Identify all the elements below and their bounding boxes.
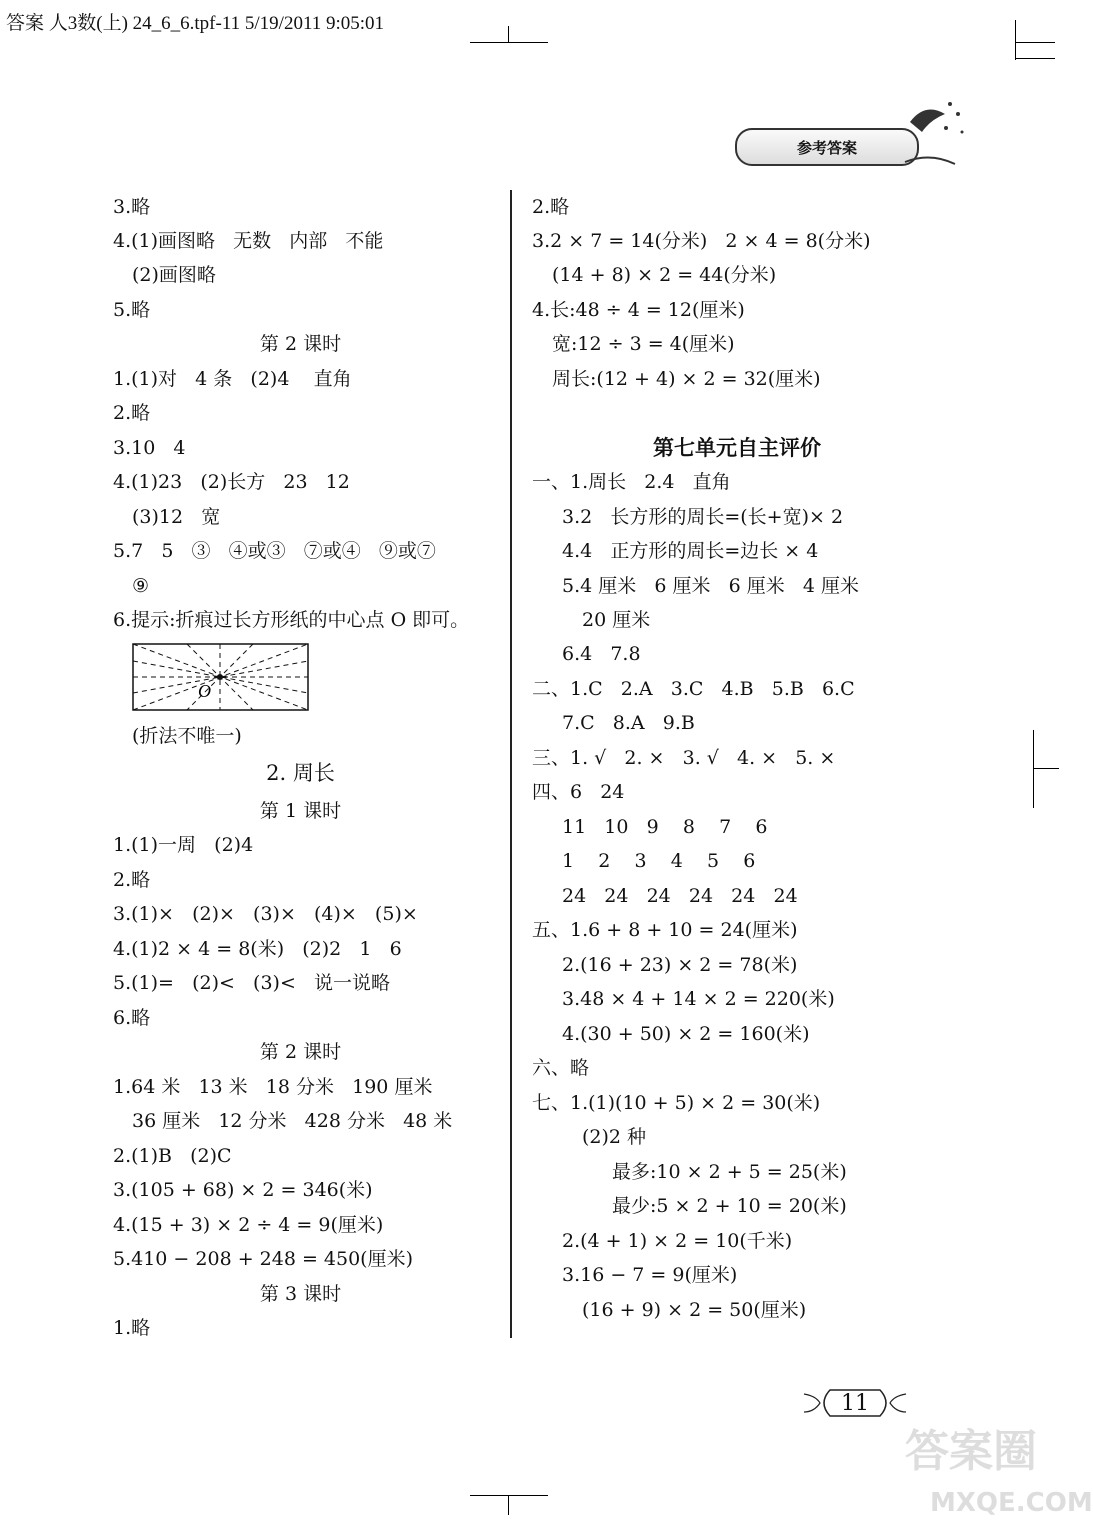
answer-line: 1.略 bbox=[113, 1317, 151, 1339]
center-point-label: O bbox=[198, 681, 211, 701]
crop-mark bbox=[1015, 20, 1016, 60]
answer-line: 36 厘米 12 分米 428 分米 48 米 bbox=[132, 1110, 453, 1132]
answer-line: 4.(1)23 (2)长方 23 12 bbox=[113, 471, 350, 493]
answer-line: (折法不唯一) bbox=[132, 725, 242, 747]
answer-line: 2.(4 + 1) × 2 = 10(千米) bbox=[562, 1230, 793, 1252]
page-number: 11 bbox=[841, 1391, 869, 1416]
answer-line: 3.(1)× (2)× (3)× (4)× (5)× bbox=[113, 903, 418, 925]
answer-line: 5.7 5 ③ ④或③ ⑦或④ ⑨或⑦ bbox=[113, 540, 436, 562]
answer-line: 5.略 bbox=[113, 299, 151, 321]
answer-line: (2)画图略 bbox=[132, 264, 216, 286]
answer-line: 6.略 bbox=[113, 1007, 151, 1029]
answer-line: 五、1.6 + 8 + 10 = 24(厘米) bbox=[532, 919, 798, 941]
crop-mark bbox=[1033, 768, 1059, 769]
answer-line: 24 24 24 24 24 24 bbox=[562, 885, 798, 907]
answer-line: 4.(1)2 × 4 = 8(米) (2)2 1 6 bbox=[113, 938, 402, 960]
answer-line: 一、1.周长 2.4 直角 bbox=[532, 471, 731, 493]
lesson-heading: 第 3 课时 bbox=[259, 1283, 342, 1305]
answer-line: 六、略 bbox=[532, 1057, 590, 1079]
answer-line: (2)2 种 bbox=[582, 1126, 647, 1148]
crop-mark bbox=[508, 26, 509, 42]
answer-line: 20 厘米 bbox=[582, 609, 651, 631]
answer-line: 最少:5 × 2 + 10 = 20(米) bbox=[612, 1195, 847, 1217]
lesson-heading: 第 2 课时 bbox=[259, 1041, 342, 1063]
answer-line: 二、1.C 2.A 3.C 4.B 5.B 6.C bbox=[532, 678, 855, 700]
crop-mark bbox=[508, 1495, 509, 1515]
answer-line: 3.48 × 4 + 14 × 2 = 220(米) bbox=[562, 988, 835, 1010]
answer-line: ⑨ bbox=[132, 575, 150, 597]
answer-line: 三、1. √ 2. × 3. √ 4. × 5. × bbox=[532, 747, 836, 769]
answer-line: 11 10 9 8 7 6 bbox=[562, 816, 768, 838]
answer-line: 6.4 7.8 bbox=[562, 643, 641, 665]
crop-mark bbox=[470, 1495, 548, 1496]
answer-line: 3.16 − 7 = 9(厘米) bbox=[562, 1264, 738, 1286]
badge-label: 参考答案 bbox=[796, 139, 857, 157]
answer-line: (3)12 宽 bbox=[132, 506, 221, 528]
answer-line: 四、6 24 bbox=[532, 781, 625, 803]
answer-line: 6.提示:折痕过长方形纸的中心点 O 即可。 bbox=[113, 609, 470, 631]
unit-title: 第七单元自主评价 bbox=[653, 436, 821, 460]
answer-line: 3.2 × 7 = 14(分米) 2 × 4 = 8(分米) bbox=[532, 230, 871, 252]
answer-line: 4.(15 + 3) × 2 ÷ 4 = 9(厘米) bbox=[113, 1214, 384, 1236]
answer-line: 周长:(12 + 4) × 2 = 32(厘米) bbox=[552, 368, 821, 390]
page-number-ornament bbox=[800, 1386, 910, 1420]
answer-line: 4.长:48 ÷ 4 = 12(厘米) bbox=[532, 299, 745, 321]
answer-line: 七、1.(1)(10 + 5) × 2 = 30(米) bbox=[532, 1092, 821, 1114]
answer-line: 5.4 厘米 6 厘米 6 厘米 4 厘米 bbox=[562, 575, 859, 597]
crop-mark bbox=[470, 42, 548, 43]
answer-line: (16 + 9) × 2 = 50(厘米) bbox=[582, 1299, 807, 1321]
answer-line: (14 + 8) × 2 = 44(分米) bbox=[552, 264, 777, 286]
answer-line: 3.10 4 bbox=[113, 437, 186, 459]
answer-line: 4.(30 + 50) × 2 = 160(米) bbox=[562, 1023, 810, 1045]
answer-line: 3.略 bbox=[113, 196, 151, 218]
answer-line: 2.(1)B (2)C bbox=[113, 1145, 232, 1167]
answer-line: 1 2 3 4 5 6 bbox=[562, 850, 756, 872]
badge-decoration-icon bbox=[900, 92, 970, 172]
answer-line: 2.略 bbox=[113, 869, 151, 891]
watermark-url: MXQE.COM bbox=[930, 1488, 1093, 1518]
answer-line: 1.(1)一周 (2)4 bbox=[113, 834, 254, 856]
watermark: 答案圈 bbox=[905, 1426, 1037, 1477]
answer-line: 2.略 bbox=[532, 196, 570, 218]
answer-line: 3.2 长方形的周长=(长+宽)× 2 bbox=[562, 506, 844, 528]
answer-line: 5.(1)= (2)< (3)< 说一说略 bbox=[113, 972, 390, 994]
answer-line: 1.64 米 13 米 18 分米 190 厘米 bbox=[113, 1076, 433, 1098]
crop-mark bbox=[1033, 730, 1034, 808]
fold-diagram bbox=[132, 643, 310, 711]
lesson-heading: 第 1 课时 bbox=[259, 800, 342, 822]
answer-line: 1.(1)对 4 条 (2)4 直角 bbox=[113, 368, 352, 390]
answer-line: 最多:10 × 2 + 5 = 25(米) bbox=[612, 1161, 847, 1183]
column-divider bbox=[510, 190, 512, 1338]
answer-line: 4.4 正方形的周长=边长 × 4 bbox=[562, 540, 819, 562]
answer-line: 7.C 8.A 9.B bbox=[562, 712, 695, 734]
print-header: 答案 人3数(上) 24_6_6.tpf-11 5/19/2011 9:05:01 bbox=[6, 13, 385, 34]
answer-line: 4.(1)画图略 无数 内部 不能 bbox=[113, 230, 384, 252]
answer-line: 宽:12 ÷ 3 = 4(厘米) bbox=[552, 333, 735, 355]
answer-line: 5.410 − 208 + 248 = 450(厘米) bbox=[113, 1248, 414, 1270]
answer-line: 2.(16 + 23) × 2 = 78(米) bbox=[562, 954, 798, 976]
answer-line: 3.(105 + 68) × 2 = 346(米) bbox=[113, 1179, 373, 1201]
answer-line: 2.略 bbox=[113, 402, 151, 424]
crop-mark bbox=[1015, 58, 1055, 59]
section-badge bbox=[735, 128, 919, 166]
lesson-heading: 第 2 课时 bbox=[259, 333, 342, 355]
crop-mark bbox=[1015, 42, 1055, 43]
section-heading: 2. 周长 bbox=[266, 761, 335, 785]
